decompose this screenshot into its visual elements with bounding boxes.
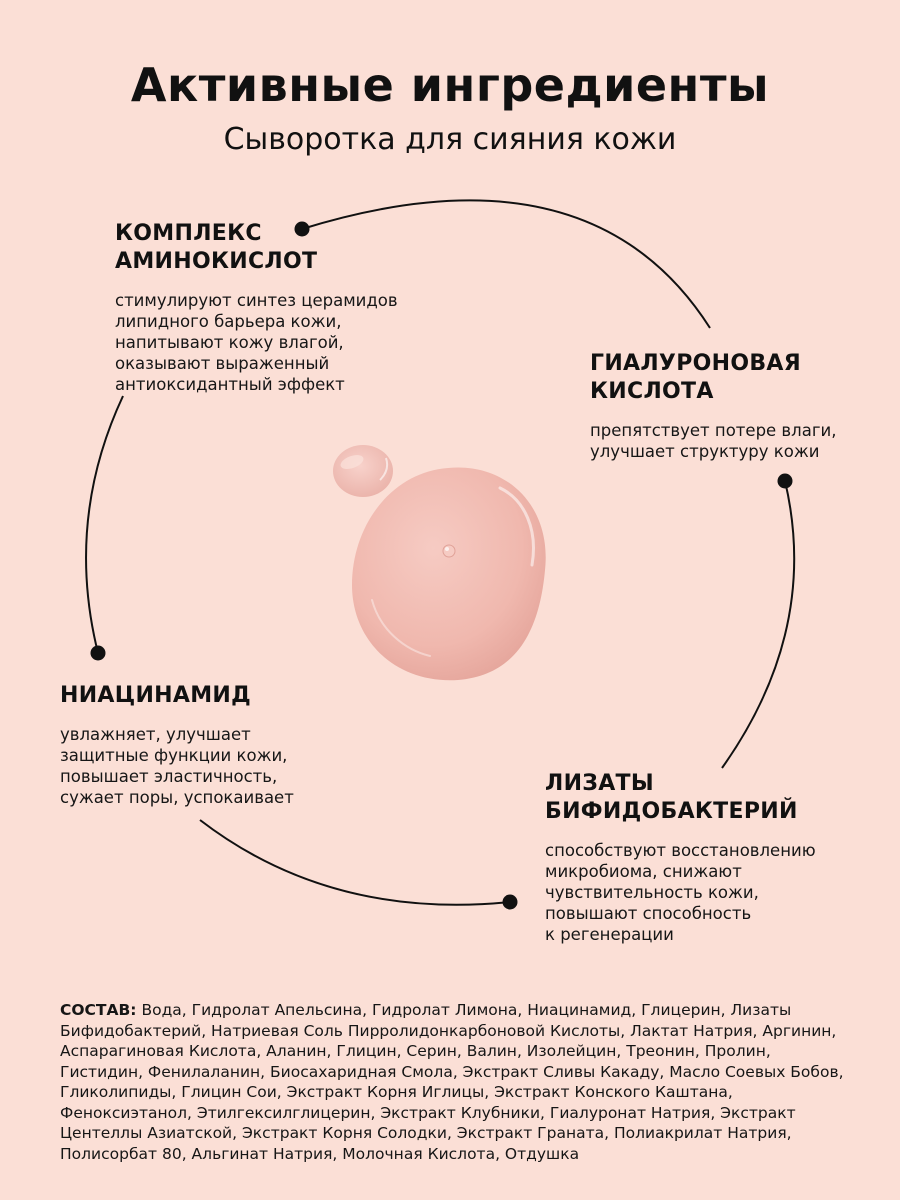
small-drop-icon [333,445,393,497]
dot-hyaluronic [778,474,793,489]
composition-label: СОСТАВ: [60,1001,137,1019]
ingredient-title: НИАЦИНАМИД [60,683,252,708]
ingredient-description: увлажняет, улучшает защитные функции кожи, повышает эластичность, сужает поры, успокаивает [60,725,294,807]
page-title: Активные ингредиенты [130,58,770,112]
arc-left [86,396,123,653]
arc-right [722,481,794,768]
ingredient-niacinamide [60,682,360,808]
ingredient-bifidobacteria-lysates [545,770,865,945]
dot-niacinamide [91,646,106,661]
serum-drop-icon [352,467,546,680]
ingredient-description: препятствует потере влаги, улучшает структуру кожи [590,421,837,461]
dot-lysates [503,895,518,910]
ingredient-hyaluronic-acid [590,350,880,462]
composition [60,1000,850,1164]
page-subtitle: Сыворотка для сияния кожи [223,122,677,157]
ingredient-title: ЛИЗАТЫ БИФИДОБАКТЕРИЙ [545,771,798,824]
ingredient-amino-acids [115,220,445,395]
composition-text: Вода, Гидролат Апельсина, Гидролат Лимона, Ниацинамид, Глицерин, Лизаты Бифидобактерий, Натриевая Соль Пирролидонкарбоновой Кислоты, Лактат Натрия, Аргинин, Аспарагиновая Кислота, Аланин, Глицин, Серин, Валин, Изолейцин, Треонин, Пролин, Гистидин, Фенилаланин, Биосахаридная Смола, Экстракт Сливы Какаду, Масло Соевых Бобов, Гликолипиды, Глицин Сои, Экстракт Корня Иглицы, Экстракт Конского Каштана, Феноксиэтанол, Этилгексилглицерин, Экстракт Клубники, Гиалуронат Натрия, Экстракт Центеллы Азиатской, Экстракт Корня Солодки, Экстракт Граната, Полиакрилат Натрия, Полисорбат 80, Альгинат Натрия, Молочная Кислота, Отдушка [60,1001,844,1163]
ingredient-title: КОМПЛЕКС АМИНОКИСЛОТ [115,221,318,274]
arc-bottom [200,820,510,905]
ingredient-title: ГИАЛУРОНОВАЯ КИСЛОТА [590,351,801,404]
ingredient-description: способствуют восстановлению микробиома, снижают чувствительность кожи, повышают способность к регенерации [545,841,816,944]
ingredient-description: стимулируют синтез церамидов липидного барьера кожи, напитывают кожу влагой, оказывают выраженный антиоксидантный эффект [115,291,398,394]
